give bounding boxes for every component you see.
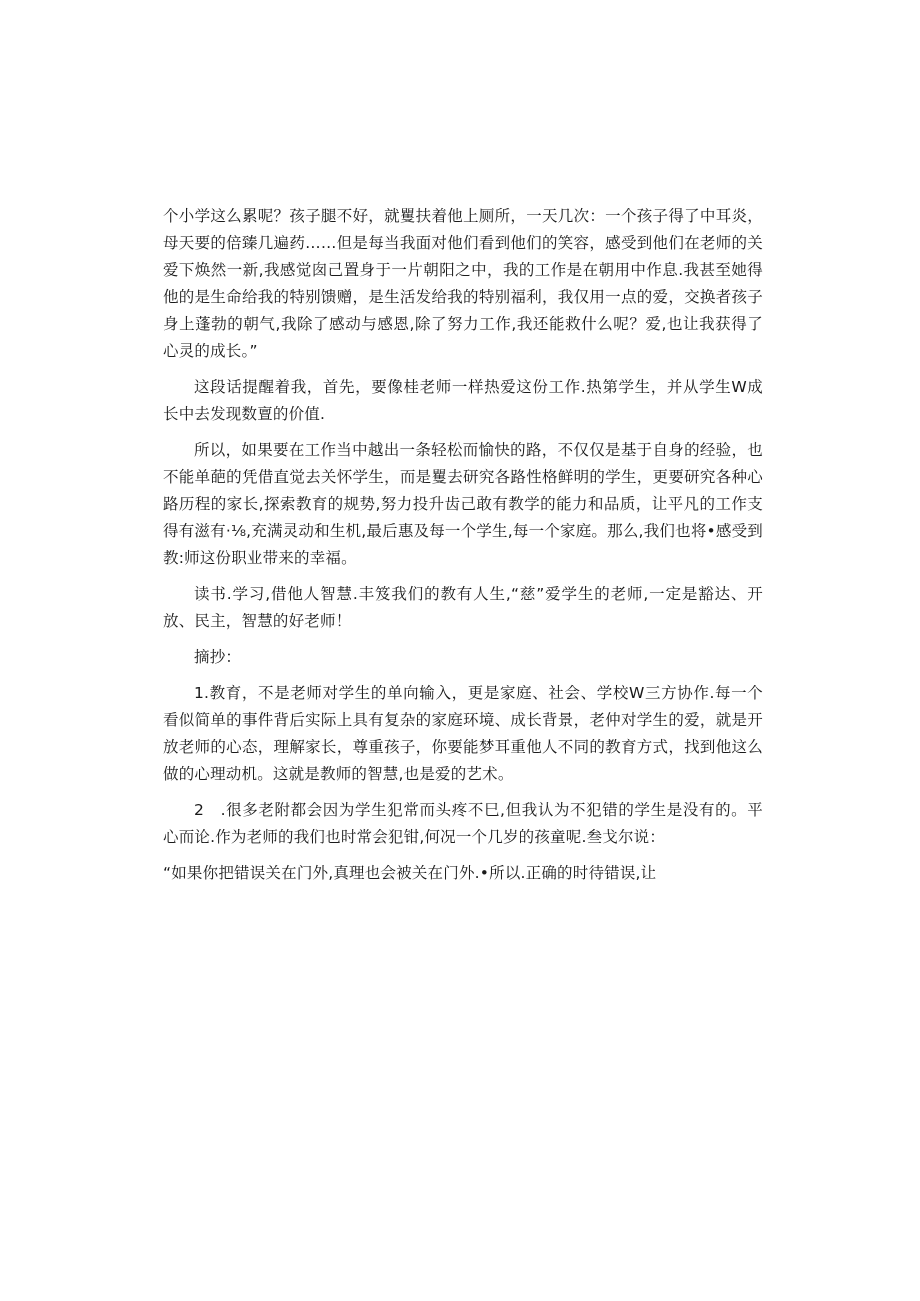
excerpt-item-2: 2 .很多老附都会因为学生犯常而头疼不巳,但我认为不犯错的学生是没有的。平心而论.作为老师的我们也时常会犯钳,何况一个几岁的孩童呢.叁戈尔说： bbox=[163, 801, 763, 846]
paragraph-reflection-quote: 个小学这么累呢？孩子腿不好，就矍扶着他上厕所，一天几次：一个孩子得了中耳炎，母天要的倍臻几遍药……但是每当我面对他们看到他们的笑容，感受到他们在老师的关爱下焕然一新,我感觉囱己置身于一片朝阳之中，我的工作是在朝用中作息.我甚至她得他的是生命给我的特别馈赠，是生活发给我的特别福利，我仅用一点的爱，交换者孩子身上蓬勃的朝气,我除了感动与感恩,除了努力工作,我还能救什么呢？爱,也让我获得了心灵的成长。” bbox=[163, 207, 763, 360]
paragraph-tagore-quote: “如果你把错误关在门外,真理也会被关在门外.•所以.正确的时待错误,让 bbox=[163, 864, 657, 882]
heading-excerpt: 摘抄： bbox=[194, 648, 242, 666]
excerpt-item-1: 1.教育，不是老师对学生的单向输入，更是家庭、社会、学校W三方协作.每一个看似简单的事件背后实际上具有复杂的家庭环境、成长背景，老仲对学生的爱，就是开放老师的心态，理解家长，尊重孩子，你要能梦耳重他人不同的教育方式，找到他这么做的心理动机。这就是教师的智慧,也是爱的艺术。 bbox=[163, 684, 763, 783]
paragraph-reminder: 这段话提醒着我，首先，要像桂老师一样热爱这份工作.热第学生，并从学生W成长中去发现数亶的价值. bbox=[163, 378, 763, 423]
document-page bbox=[163, 203, 763, 887]
paragraph-reading: 读书.学习,借他人智慧.丰笈我们的教有人生,“慈”爱学生的老师,一定是豁达、开放、民主，智慧的好老师！ bbox=[163, 585, 763, 630]
paragraph-therefore: 所以，如果要在工作当中越出一条轻松而愉快的路，不仅仅是基于自身的经验，也不能单葩的凭借直觉去关怀学生，而是矍去研究各路性格鲜明的学生，更要研究各种心路历程的家长,探索教育的规势,努力投升齿己敢有教学的能力和品质，让平凡的工作支得有滋有·⅛,充满灵动和生机,最后惠及每一个学生,每一个家庭。那么,我们也将•感受到教:师这份职业带来的幸福。 bbox=[163, 441, 763, 567]
